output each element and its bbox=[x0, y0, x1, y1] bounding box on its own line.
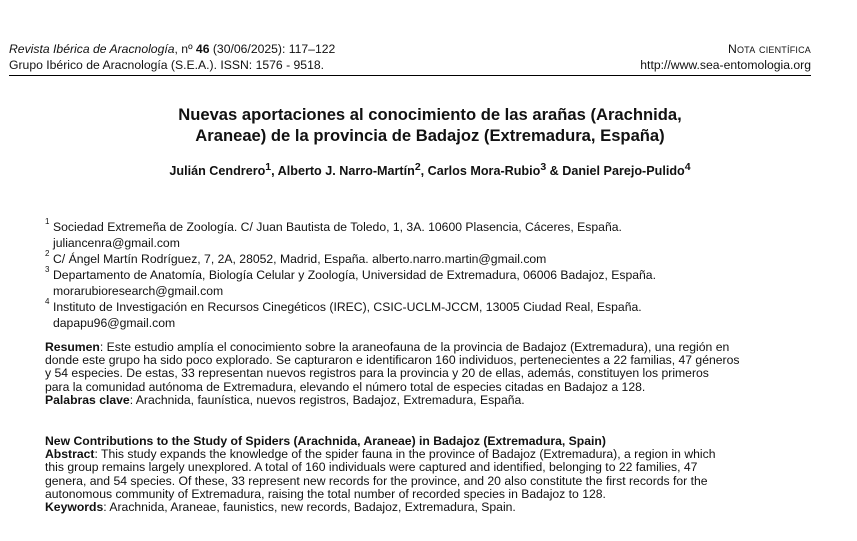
english-title: New Contributions to the Study of Spiders (Arachnida, Araneae) in Badajoz (Extremadura, Spain) bbox=[45, 434, 606, 448]
affiliation-text: Departamento de Anatomía, Biología Celular y Zoología, Universidad de Extremadura, 06006 Badajoz, España. bbox=[53, 268, 656, 282]
journal-header bbox=[9, 42, 811, 56]
palabras-clave-label: Palabras clave bbox=[45, 392, 130, 407]
abstract-line: Abstract: This study expands the knowledge of the spider fauna in the province of Badajoz (Extremadura), a region in which bbox=[45, 447, 716, 462]
resumen-line: donde este grupo ha sido poco explorado. Se capturaron e identificaron 160 individuos, pertenecientes a 22 familias, 47 géneros bbox=[45, 353, 740, 368]
journal-name: Revista Ibérica de Aracnología bbox=[9, 42, 175, 56]
affiliation-email-link[interactable]: morarubioresearch@gmail.com bbox=[53, 284, 224, 298]
journal-url-link[interactable]: http://www.sea-entomologia.org bbox=[640, 58, 811, 72]
resumen-line: y 54 especies. De estas, 33 representan nuevos registros para la provincia y 20 de ellas, además, constituyen los primeros bbox=[45, 366, 709, 381]
resumen-section bbox=[45, 341, 813, 407]
affiliation-text: Instituto de Investigación en Recursos Cinegéticos (IREC), CSIC-UCLM-JCCM, 13005 Ciudad Real, España. bbox=[53, 300, 642, 314]
abstract-line: this group remains largely unexplored. A total of 160 individuals were captured and identified, belonging to 22 families, 47 bbox=[45, 460, 698, 475]
abstract-line: genera, and 54 species. Of these, 33 represent new records for the province, and 20 also constitute the first records for the bbox=[45, 473, 708, 488]
resumen-line: Resumen: Este estudio amplía el conocimiento sobre la araneofauna de la provincia de Badajoz (Extremadura), una región en bbox=[45, 340, 730, 354]
keywords-label: Keywords bbox=[45, 500, 104, 515]
affiliation-number: 4 bbox=[45, 297, 50, 306]
keywords-line: Keywords: Arachnida, Araneae, faunistics, new records, Badajoz, Extremadura, Spain. bbox=[45, 500, 516, 515]
author-name: Julián Cendrero bbox=[169, 164, 266, 179]
publisher-info: Grupo Ibérico de Aracnología (S.E.A.). ISSN: 1576 - 9518. bbox=[9, 58, 325, 72]
english-abstract-section bbox=[45, 435, 813, 514]
affiliation-text: C/ Ángel Martín Rodríguez, 7, 2A, 28052, Madrid, España. alberto.narro.martin@gmail.com bbox=[53, 252, 547, 266]
section-label: Nota científica bbox=[727, 42, 811, 56]
issue-number: 46 bbox=[195, 42, 210, 56]
affiliation-text: Sociedad Extremeña de Zoología. C/ Juan Bautista de Toledo, 1, 3A. 10600 Plasencia, Cáceres, España. bbox=[53, 220, 622, 234]
affiliation-email-link[interactable]: dapapu96@gmail.com bbox=[53, 316, 176, 330]
author-affiliation-number: 3 bbox=[540, 161, 547, 173]
author-affiliation-number: 4 bbox=[684, 161, 691, 173]
title-line: Nuevas aportaciones al conocimiento de las arañas (Arachnida, bbox=[178, 105, 682, 124]
affiliation-number: 1 bbox=[45, 217, 50, 226]
affiliation-email-link[interactable]: juliancenra@gmail.com bbox=[53, 236, 180, 250]
author-list: Julián Cendrero$^1$, Alberto J. Narro-Martín$^2$, Carlos Mora-Rubio$^3$ & Daniel Parejo-Pulido$^4$ bbox=[169, 161, 691, 179]
affiliation-item bbox=[45, 219, 805, 251]
journal-citation: Revista Ibérica de Aracnología, nº 46 (30/06/2025): 117–122 bbox=[9, 42, 336, 56]
abstract-line: autonomous community of Extremadura, raising the total number of recorded species in Badajoz to 128. bbox=[45, 486, 606, 501]
author-name: Alberto J. Narro-Martín bbox=[277, 164, 415, 179]
affiliation-number: 3 bbox=[45, 265, 50, 274]
affiliation-item bbox=[45, 299, 805, 331]
author-name: Carlos Mora-Rubio bbox=[427, 164, 541, 179]
affiliation-number: 2 bbox=[45, 249, 50, 258]
article-title bbox=[60, 104, 800, 146]
title-line: Araneae) de la provincia de Badajoz (Extremadura, España) bbox=[195, 126, 665, 145]
publisher-header bbox=[9, 58, 811, 72]
affiliation-item bbox=[45, 251, 805, 267]
affiliation-item bbox=[45, 267, 805, 299]
affiliations bbox=[45, 219, 805, 331]
resumen-label: Resumen bbox=[45, 340, 100, 354]
abstract-label: Abstract bbox=[45, 447, 95, 462]
resumen-line: para la comunidad autónoma de Extremadura, elevando el número total de especies citadas en Badajoz a 128. bbox=[45, 379, 646, 394]
author-affiliation-number: 2 bbox=[414, 161, 421, 173]
author-affiliation-number: 1 bbox=[265, 161, 272, 173]
header-divider bbox=[9, 75, 811, 76]
palabras-clave-line: Palabras clave: Arachnida, faunística, nuevos registros, Badajoz, Extremadura, España. bbox=[45, 392, 525, 407]
author-name: Daniel Parejo-Pulido bbox=[562, 164, 685, 179]
